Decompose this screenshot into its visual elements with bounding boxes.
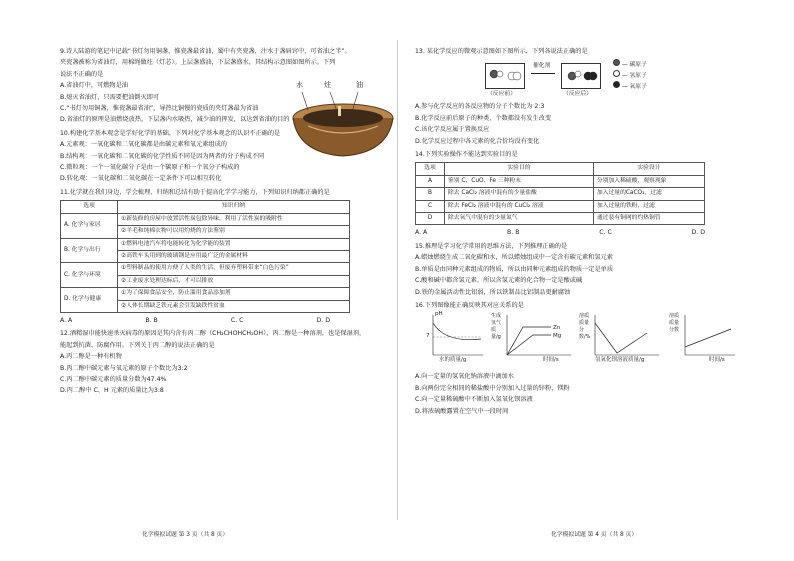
q11-group-label: B. 化学与出行 bbox=[61, 238, 118, 263]
legend-oxygen-label: 氧原子 bbox=[629, 84, 647, 91]
q9-option-a: A.省油灯中，可燃物是油 bbox=[60, 82, 128, 90]
q11-item: ①燃料电池汽车将电能转化为化学能的装置 bbox=[118, 238, 350, 250]
q11-item: ②工业废水处理达标后，才可以排放 bbox=[118, 275, 350, 287]
q13 bbox=[415, 46, 737, 147]
q15-option-d: D.铁的金属活动性比铝弱，所以铁制品比铝制品更耐腐蚀 bbox=[415, 288, 571, 296]
q14-header-design: 实验设计 bbox=[593, 163, 704, 175]
q14-cell: C bbox=[416, 200, 445, 212]
q9-option-c: C.“书灯勿用铜盏，惟瓷盏最省油”，导热比铜慢的瓷质的夹灯盏最为省油 bbox=[60, 105, 259, 113]
q13-option-c: C.该化学反应属于置换反应 bbox=[415, 126, 490, 134]
q10-option-b: B.结构观：一氧化碳和二氧化碳的化学性质不同是因为两者的分子构成不同 bbox=[60, 152, 265, 160]
table-row bbox=[61, 213, 350, 225]
q11-table bbox=[60, 200, 350, 313]
q14-cell: A bbox=[416, 175, 445, 187]
graph-a bbox=[425, 313, 485, 365]
legend-hydrogen: — 氢原子 bbox=[613, 70, 647, 81]
reaction-diagram bbox=[485, 59, 737, 101]
q12 bbox=[60, 328, 380, 396]
atom-legend bbox=[613, 59, 647, 92]
q14-header-option: 选项 bbox=[416, 163, 445, 175]
q11-options bbox=[60, 315, 360, 326]
q16-option-c: C.向一定量稀硫酸中不断加入氢氧化钡溶液 bbox=[415, 396, 533, 404]
right-footer: 化学模拟试题 第 4 页（共 8 页） bbox=[551, 531, 638, 538]
q9-stem-1: 9.诗人陆游的笔记中记载“书灯勿用铜盏，惟瓷盏最省油，蜀中有夹瓷盏，注水于盏唇窍中，可省油之半”。 bbox=[60, 48, 351, 55]
graph-c bbox=[581, 313, 661, 365]
q13-option-a: A.参与化学反应的各反应物的分子个数比为 2:3 bbox=[415, 103, 545, 111]
q11-item: ②羊毛和纯棉衣物可以用灼烧的方法鉴别 bbox=[118, 226, 350, 238]
q11-option-b: B. B bbox=[145, 316, 158, 324]
page-divider bbox=[397, 40, 398, 520]
q14-option-c: C. C bbox=[599, 229, 612, 237]
q11 bbox=[60, 187, 380, 326]
q14-cell: B bbox=[416, 188, 445, 200]
q10-option-a: A.元素观：一氧化碳和二氧化碳都是由碳元素和氧元素组成的 bbox=[60, 141, 227, 149]
q11-header-option: 选项 bbox=[61, 201, 118, 213]
table-row bbox=[61, 238, 350, 250]
q16-option-d: D.将浓硫酸露置在空气中一段时间 bbox=[415, 407, 509, 415]
after-label: （反应后） bbox=[563, 91, 592, 98]
q12-option-d: D.丙二醇中 C、H 元素的质量比为3:8 bbox=[60, 387, 164, 395]
graph-d bbox=[669, 313, 737, 365]
table-row bbox=[61, 288, 350, 300]
q11-item: ②高铁车头用到的玻璃钢是应用最广泛的金属材料 bbox=[118, 250, 350, 262]
graph-a-mark: 7 bbox=[426, 333, 430, 340]
left-column bbox=[60, 0, 380, 561]
q15-option-c: C.酸和碱中都含氢元素，所以含氢元素的化合物一定是酸或碱 bbox=[415, 277, 583, 285]
q14-cell: 除去 CaCl₂ 溶液中混有的少量盐酸 bbox=[445, 188, 594, 200]
oil-lamp-illustration bbox=[288, 78, 398, 160]
right-column bbox=[415, 0, 737, 561]
q14-option-d: D. D bbox=[691, 229, 705, 237]
table-row bbox=[416, 188, 705, 200]
q11-group-label: A. 化学与家居 bbox=[61, 213, 118, 238]
q14-cell: 加入过量的CaCO₃，过滤 bbox=[593, 188, 704, 200]
q12-stem-1: 12.酒精湿巾能快速杀灭病毒的原因是其内含有丙二醇（CH₂CHOHCH₂OH），丙二醇是一种溶剂，也是保湿剂， bbox=[60, 330, 366, 338]
q12-option-c: C.丙二醇中碳元素的质量分数为47.4% bbox=[60, 375, 167, 383]
carbon-atom-icon bbox=[613, 59, 620, 66]
before-molecules-icon bbox=[486, 64, 524, 88]
q11-item: ②人体长期缺乏铁元素会引发缺铁性贫血 bbox=[118, 300, 350, 312]
q11-item: ①新装修的房屋中放置活性炭包除异味，利用了活性炭的吸附性 bbox=[118, 213, 350, 225]
q15-option-a: A.蜡烛燃烧生成二氧化碳和水，所以蜡烛组成中一定含有碳元素和氢元素 bbox=[415, 254, 613, 262]
q9-stem-3: 说法不正确的是 bbox=[60, 70, 104, 78]
lamp-label-oil: 油 bbox=[356, 81, 363, 89]
q16-graphs bbox=[415, 311, 737, 371]
q14-cell: 除去 FeCl₂ 溶液中混有的 CuCl₂ 溶液 bbox=[445, 200, 594, 212]
q14-cell: D bbox=[416, 213, 445, 225]
legend-oxygen: — 氧原子 bbox=[613, 81, 647, 92]
reaction-arrow bbox=[531, 73, 555, 74]
q14-option-a: A. A bbox=[415, 229, 428, 237]
q11-option-a: A. A bbox=[60, 316, 73, 324]
q14-options bbox=[415, 227, 735, 238]
q10-option-d: D.转化观：一氧化碳和二氧化碳在一定条件下可以相互转化 bbox=[60, 175, 222, 183]
q12-option-a: A.丙二醇是一种有机物 bbox=[60, 353, 122, 361]
graph-b bbox=[493, 313, 573, 365]
q14-stem: 14.下列实验操作不能达到实验目的是 bbox=[415, 151, 518, 159]
q9-option-d: D.省油灯的原理是油燃烧放热，下层盏内水吸热，减少油的挥发，以达到省油的目的 bbox=[60, 116, 290, 124]
graph-b-ylabel: 生成氢气质量/g bbox=[491, 313, 502, 341]
legend-carbon-label: 碳原子 bbox=[629, 62, 647, 69]
q11-group-label: D. 化学与健康 bbox=[61, 288, 118, 313]
q13-option-b: B.化学反应前后原子的种类、个数都没有发生改变 bbox=[415, 114, 552, 122]
q13-stem: 13. 某化学反应的微观示意图如下图所示，下列各说法正确的是 bbox=[415, 48, 588, 55]
before-box bbox=[485, 63, 525, 89]
q12-option-b: B.丙二醇中碳元素与氧元素的原子个数比为3:2 bbox=[60, 364, 188, 372]
left-footer: 化学模拟试题 第 3 页（共 8 页） bbox=[142, 531, 229, 538]
legend-hydrogen-label: 氢原子 bbox=[629, 73, 647, 80]
q12-stem-2: 能起到抗菌、防腐作用。下列关于丙二醇的说法正确的是 bbox=[60, 341, 215, 349]
q14-cell: 除去氧气中混有的少量氮气 bbox=[445, 213, 594, 225]
q11-group-label: C. 化学与环境 bbox=[61, 263, 118, 288]
graph-b-xlabel: 时间/s bbox=[543, 357, 559, 364]
q14-option-b: B. B bbox=[507, 229, 520, 237]
graph-a-ylabel: pH bbox=[435, 311, 443, 318]
oxygen-atom-icon bbox=[613, 81, 620, 88]
q11-stem: 11.化学就在我们身边，学会梳理、归纳和总结有助于提高化学学习能力，下列知识归纳都正确的是 bbox=[60, 188, 330, 196]
graph-c-ylabel: 溶质质量分数/% bbox=[579, 313, 591, 341]
q14 bbox=[415, 149, 737, 239]
q14-cell: 通过装有铜网的灼热铜管 bbox=[593, 213, 704, 225]
q15 bbox=[415, 241, 737, 298]
q15-stem: 15.推理是学习化学常用的思维方法，下列推理正确的是 bbox=[415, 242, 568, 250]
graph-b-series-zn: Zn bbox=[553, 325, 561, 332]
table-row bbox=[416, 213, 705, 225]
q13-option-d: D.化学反应过程中各元素的化合价均没有变化 bbox=[415, 137, 540, 145]
q11-item: ①为了保障食品安全，防止滥用食品添加剂 bbox=[118, 288, 350, 300]
table-row bbox=[416, 200, 705, 212]
q9-stem-2: 夹瓷盏被称为省油灯，用棉绳做炷（灯芯）。上层盏盛油，下层盏盛水，其结构示意图如图所示。下列 bbox=[60, 59, 336, 67]
legend-carbon: — 碳原子 bbox=[613, 59, 647, 70]
graph-d-xlabel: 时间/s bbox=[709, 357, 725, 364]
q14-cell: 鉴别 C、CuO、Fe 三种粉末 bbox=[445, 175, 594, 187]
q16-stem: 16.下列图像能正确反映其对应关系的是 bbox=[415, 301, 524, 309]
catalyst-label: 催化剂 bbox=[533, 63, 551, 70]
graph-a-xlabel: 水的质量/g bbox=[439, 357, 467, 364]
q15-option-b: B.单质是由同种元素组成的物质，所以由同种元素组成的物质一定是单质 bbox=[415, 265, 614, 273]
q14-header-goal: 实验目的 bbox=[445, 163, 594, 175]
oil-lamp-icon bbox=[288, 78, 398, 160]
hydrogen-atom-icon bbox=[613, 70, 620, 77]
table-row bbox=[61, 263, 350, 275]
q14-cell: 加入过量的铁粉，过滤 bbox=[593, 200, 704, 212]
q11-option-d: D. D bbox=[316, 316, 330, 324]
q16-option-a: A.向一定量的氢氧化钠溶液中滴加水 bbox=[415, 373, 514, 381]
lamp-label-wick: 炷 bbox=[324, 81, 331, 89]
graph-b-series-mg: Mg bbox=[553, 333, 562, 340]
q11-option-c: C. C bbox=[230, 316, 244, 324]
q16-option-b: B.向两份完全相同的稀盐酸中分别加入过量的锌粉、镁粉 bbox=[415, 384, 570, 392]
after-molecules-icon bbox=[562, 64, 600, 88]
graph-c-plot bbox=[581, 313, 661, 359]
graph-a-plot bbox=[425, 313, 485, 359]
q16 bbox=[415, 300, 737, 417]
before-label: （反应前） bbox=[487, 91, 516, 98]
after-box bbox=[561, 63, 601, 89]
graph-d-ylabel: 溶质质量分数 bbox=[669, 313, 680, 334]
lamp-label-water: 水 bbox=[296, 81, 303, 89]
table-row bbox=[416, 175, 705, 187]
graph-c-xlabel: 氢氧化钡溶液质量/g bbox=[595, 357, 645, 364]
q14-cell: 分别加入稀硫酸，观察现象 bbox=[593, 175, 704, 187]
q11-header-summary: 知识归纳 bbox=[118, 201, 350, 213]
q14-table bbox=[415, 162, 705, 225]
q11-item: ①塑料制品的使用方便了人类的生活，但废弃塑料带来“白色污染” bbox=[118, 263, 350, 275]
q10-stem: 10.构建化学基本观念是学好化学的基础，下列对化学基本观念的认识不正确的是 bbox=[60, 129, 281, 137]
q10-option-c: C.微粒观：一个一氧化碳分子是由一个碳原子和一个氧分子构成的 bbox=[60, 164, 240, 172]
q9-option-b: B.熄灭省油灯，只需要把油倒灭即可 bbox=[60, 93, 160, 101]
